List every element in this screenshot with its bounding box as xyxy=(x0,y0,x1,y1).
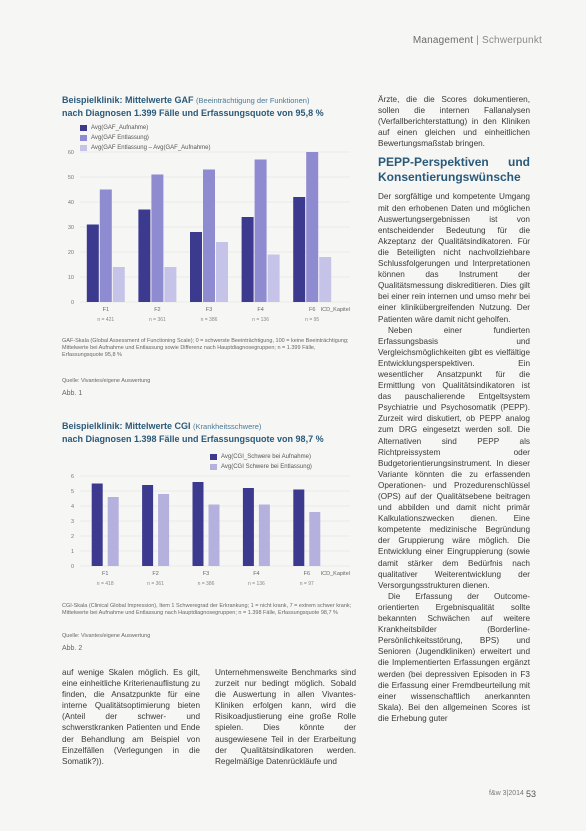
y-tick-label: 20 xyxy=(67,250,74,256)
x-tick-sublabel: n = 361 xyxy=(147,581,165,587)
x-tick-label: F6 xyxy=(303,571,311,577)
y-tick-label: 1 xyxy=(70,549,74,555)
x-tick-label: F1 xyxy=(102,307,110,313)
bar xyxy=(243,488,254,566)
bar xyxy=(138,210,150,303)
y-tick-label: 5 xyxy=(70,489,74,495)
bar xyxy=(193,482,204,566)
bar xyxy=(113,267,125,302)
bar xyxy=(190,232,202,302)
x-tick-label: F2 xyxy=(152,571,159,577)
x-tick-sublabel: n = 386 xyxy=(200,317,218,323)
bar xyxy=(309,512,320,566)
legend-label: Avg(GAF Entlassung – Avg(GAF_Aufnahme) xyxy=(91,145,211,151)
bar xyxy=(293,490,304,567)
bar xyxy=(259,505,270,567)
y-tick-label: 0 xyxy=(70,300,74,306)
bar xyxy=(268,255,280,303)
x-tick-sublabel: n = 95 xyxy=(305,317,320,323)
figure-1-title-main: Beispielklinik: Mittelwerte GAF xyxy=(62,95,194,105)
legend-label: Avg(GAF_Aufnahme) xyxy=(91,125,149,131)
figure-1-title-sub: (Beeinträchtigung der Funktionen) xyxy=(196,96,310,105)
bar xyxy=(242,217,254,302)
chart-gaf xyxy=(58,140,358,335)
paragraph: Die Erfassung der Outcome-orientierten Ergebnisqualität sollte bekannten Schwächen auf weitere Krankheitsbilder (Borderline-Persönlichkeitsstörung, BPS) und Senioren (Jugendkliniken) erweitert und die Implementierten Erfassungen ergänzt werden (bei depressiven Episoden in F3 die Erfassung einer Fremdbeurteilung mit einer wissenschaftlich anerkannten Skala). Bei den allgemeinen Scores ist die Erhebung guter xyxy=(378,591,530,723)
x-axis-label: ICD_Kapitel xyxy=(320,571,350,577)
legend-item xyxy=(210,462,312,472)
text-column-middle xyxy=(215,667,356,767)
figure-2-note: CGI-Skala (Clinical Global Impression), Item 1 Schweregrad der Erkrankung; 1 = nicht krank, 7 = extrem schwer krank; Mittelwerte bei Aufnahme und Entlassung nach Hauptdiagnosegruppen; n = 1.398 Fälle, Erfassungsquote 98,7 % xyxy=(62,603,352,616)
text-column-left xyxy=(62,667,200,767)
y-tick-label: 3 xyxy=(70,519,74,525)
journal-name: f&w 3|2014 xyxy=(489,790,524,797)
y-tick-label: 30 xyxy=(67,225,74,231)
x-tick-sublabel: n = 418 xyxy=(96,581,114,587)
figure-1-label: Abb. 1 xyxy=(62,390,83,397)
x-tick-label: F4 xyxy=(253,571,260,577)
bar xyxy=(108,497,119,566)
bar xyxy=(151,175,163,303)
bar xyxy=(255,160,267,303)
bar xyxy=(216,242,228,302)
y-tick-label: 60 xyxy=(67,150,74,156)
legend-swatch xyxy=(80,125,87,131)
bar xyxy=(142,485,153,566)
figure-2 xyxy=(62,420,362,445)
figure-2-title-sub: (Krankheitsschwere) xyxy=(193,422,262,431)
paragraph-intro: Ärzte, die die Scores dokumentieren, sollen die internen Fallanalysen (Verfallberichterstattung) in den Kliniken auf einen gleichen und einheitlichen Bewertungsmaßstab bringen. xyxy=(378,95,530,149)
x-tick-sublabel: n = 136 xyxy=(247,581,265,587)
legend-item xyxy=(80,123,211,133)
y-tick-label: 50 xyxy=(67,175,74,181)
y-tick-label: 2 xyxy=(70,534,74,540)
legend-swatch xyxy=(210,454,217,460)
y-tick-label: 6 xyxy=(70,474,74,480)
x-tick-label: F1 xyxy=(101,571,109,577)
bar xyxy=(158,494,169,566)
y-tick-label: 4 xyxy=(70,504,74,510)
paragraph: Neben einer fundierten Erfassungsbasis und Vergleichsmöglichkeiten gibt es vielfältige Entwicklungsperspektiven. Ein wesentlicher Ansatzpunkt für die Ermittlung von Qualitätsindikatoren ist das pauschalierende Entgeltsystem Psychiatrie und Psychosomatik (PEPP). Zurzeit wird diskutiert, ob PEPP analog zum DRG eingesetzt werden soll. Die Alternativen sind PEPP als Richtpreissystem oder Budgetorientierungsinstrument. In dieser Variante könnten die zu erfassenden Operationen- und Prozedurenschlüssel (OPS) auf der Qualitätsebene beitragen und abbilden und damit nicht primär Kalkulationszwecken dienen. Eine kompetente medizinische Begründung der Gruppierung wäre möglich. Die Entwicklung einer Eingruppierung (sowie damit stärker dem Bedürfnis nach qualitativer Weiterentwicklung der Versorgungsstrukturen dienen. xyxy=(378,325,530,590)
x-tick-sublabel: n = 136 xyxy=(252,317,270,323)
section-header-b: Schwerpunkt xyxy=(481,35,542,46)
bar xyxy=(92,484,103,567)
figure-2-title xyxy=(62,420,362,445)
paragraph: Unternehmensweite Benchmarks sind zurzeit nur bedingt möglich. Sobald die Auswertung in allen Vivantes-Kliniken erfolgen kann, wird die Risikoadjustierung eine große Rolle spielen. Dies könnte der ausgewiesene Teil in der Erarbeitung der Qualitätsindikatoren werden. Regelmäßige Datenrückläufe und xyxy=(215,668,356,766)
x-tick-sublabel: n = 421 xyxy=(97,317,115,323)
bar xyxy=(100,190,112,303)
legend-swatch xyxy=(210,464,217,470)
legend-label: Avg(GAF Entlassung) xyxy=(91,135,149,141)
bar xyxy=(319,257,331,302)
x-tick-label: F4 xyxy=(257,307,264,313)
figure-1-source: Quelle: Vivantes/eigene Auswertung xyxy=(62,378,151,384)
figure-1-note: GAF-Skala (Global Assessment of Functioning Scale); 0 = schwerste Beeinträchtigung, 100 = keine Beeinträchtigung; Mittelwerte bei Aufnahme und Entlassung sowie Differenz nach Hauptdiagnosegruppen; n = 1.399 Fälle, Erfassungsquote 95,8 % xyxy=(62,338,349,358)
paragraph: Der sorgfältige und kompetente Umgang mit den erhobenen Daten und möglichen Auswertungsergebnissen ist von entscheidender Bedeutung für die Akzeptanz der Qualitätsindikatoren. Für die Beteiligten nicht nachvollziehbare Schlussfolgerungen und Interpretationen können das Instrument der Qualitätsmessung diskreditieren. Dies gilt bei einer rein internen und umso mehr bei einer klinikübergreifenden Nutzung. Der Patienten wäre damit nicht geholfen. xyxy=(378,192,530,324)
bar xyxy=(306,152,318,302)
figure-1-title-line2: nach Diagnosen 1.399 Fälle und Erfassungsquote von 95,8 % xyxy=(62,108,324,118)
x-tick-label: F3 xyxy=(202,571,210,577)
bar xyxy=(164,267,176,302)
x-tick-sublabel: n = 386 xyxy=(197,581,215,587)
x-tick-sublabel: n = 97 xyxy=(299,581,314,587)
figure-2-title-line2: nach Diagnosen 1.398 Fälle und Erfassungsquote von 98,7 % xyxy=(62,434,324,444)
figure-2-legend xyxy=(210,452,312,472)
y-tick-label: 40 xyxy=(67,200,74,206)
legend-label: Avg(CGI_Schwere bei Aufnahme) xyxy=(221,454,311,460)
figure-2-title-main: Beispielklinik: Mittelwerte CGI xyxy=(62,421,191,431)
figure-1 xyxy=(62,94,362,119)
x-axis-label: ICD_Kapitel xyxy=(320,307,350,313)
page-number: 53 xyxy=(526,789,537,799)
figure-2-source: Quelle: Vivantes/eigene Auswertung xyxy=(62,633,151,639)
chart-cgi xyxy=(58,472,358,590)
figure-2-label: Abb. 2 xyxy=(62,645,83,652)
legend-item xyxy=(210,452,312,462)
x-tick-label: F6 xyxy=(308,307,316,313)
bar xyxy=(87,225,99,303)
bar xyxy=(203,170,215,303)
x-tick-sublabel: n = 361 xyxy=(148,317,166,323)
bar xyxy=(293,197,305,302)
x-tick-label: F3 xyxy=(205,307,213,313)
paragraph: auf wenige Skalen möglich. Es gilt, eine einheitliche Kriterienauflistung zu finden, die Ansatzpunkte für eine interne Qualitätsoptimierung bieten (Anteil der schwer- und schwerstkranken Patienten und Ende der Behandlung am Beispiel von Einzelfällen (Verlegungen in die Somatik?)). xyxy=(62,668,200,766)
x-tick-label: F2 xyxy=(154,307,161,313)
section-header: Management | Schwerpunkt xyxy=(412,35,542,46)
y-tick-label: 0 xyxy=(70,564,74,570)
legend-label: Avg(CGI Schwere bei Entlassung) xyxy=(221,464,312,470)
figure-1-title xyxy=(62,94,362,119)
bar xyxy=(209,505,220,567)
section-header-a: Management xyxy=(412,35,474,46)
text-column-right xyxy=(378,94,530,724)
y-tick-label: 10 xyxy=(67,275,74,281)
section-heading: PEPP-Perspektiven und Konsentierungswünsche xyxy=(378,155,530,185)
